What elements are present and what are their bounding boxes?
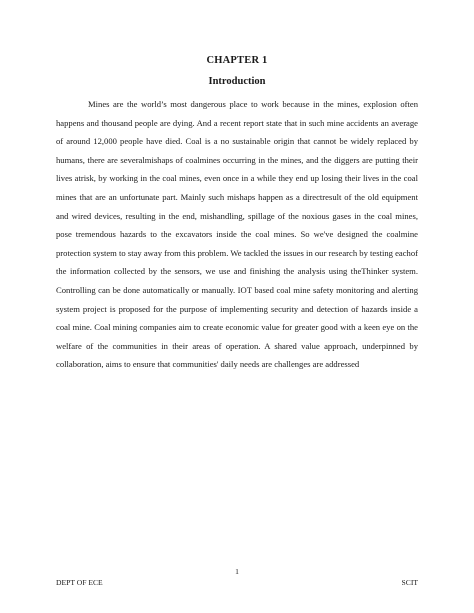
section-title: Introduction: [208, 76, 266, 87]
page-number: 1: [235, 567, 239, 576]
body-paragraph: Mines are the world’s most dangerous place to work because in the mines, explosion often happens and thousand people are dying. And a recent report state that in such mine accidents an average of around 12,000 people have died. Coal is a no sustainable origin that cannot be widely replaced by humans, there are severalmishaps of coalmines occurring in the mines, and the diggers are putting their lives atrisk, by working in the coal mines, even once in a while they end up losing their lives in the coal mines that are an unfortunate part. Mainly such mishaps happen as a directresult of the old equipment and wired devices, resulting in the end, mishandling, spillage of the noxious gases in the coal mines, pose tremendous hazards to the excavators inside the coal mines. So we've designed the coalmine protection system to stay away from this problem. We tackled the issues in our research by testing eachof the information collected by the sensors, we use and finishing the analysis using theThinker system. Controlling can be done automatically or manually. IOT based coal mine safety monitoring and alerting system project is proposed for the purpose of implementing security and detection of hazards inside a coal mine. Coal mining companies aim to create economic value for greater good with a keen eye on the welfare of the communities in their areas of operation. A shared value approach, underpinned by collaboration, aims to ensure that communities' daily needs are challenges are addressed: [56, 99, 418, 370]
footer-department: DEPT OF ECE: [56, 578, 103, 587]
chapter-heading: CHAPTER 1: [206, 55, 268, 66]
footer-college: SCIT: [401, 578, 418, 587]
